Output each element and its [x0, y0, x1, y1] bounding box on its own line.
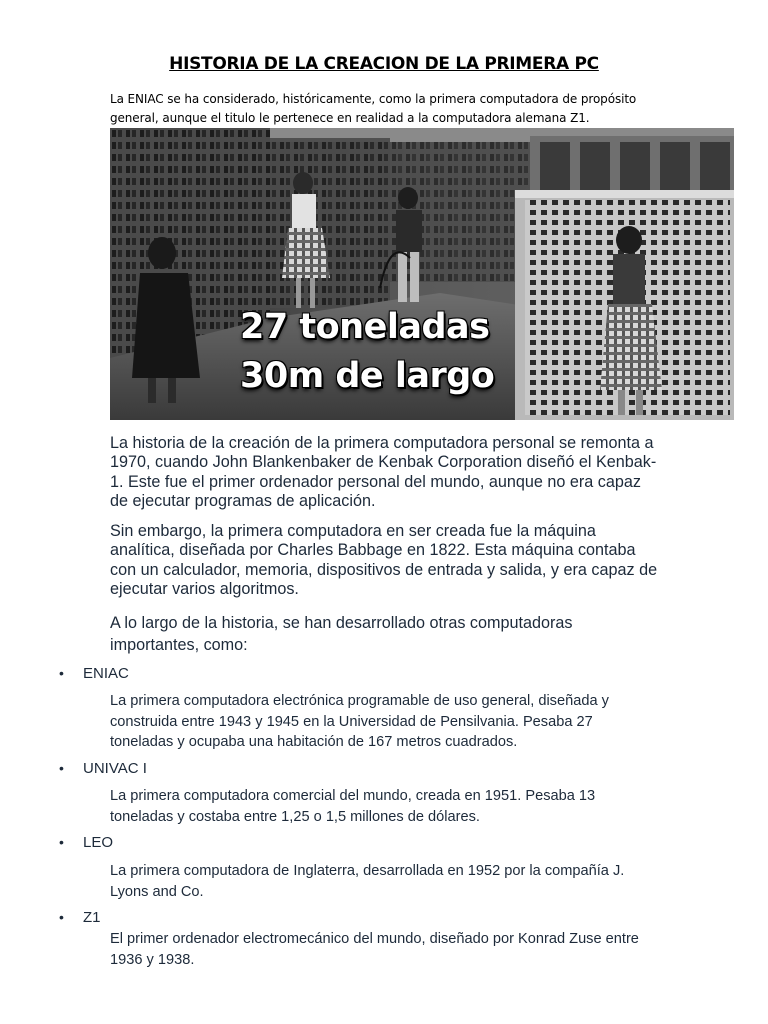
photo-caption-length: 30m de largo	[240, 356, 495, 396]
list-item-label: UNIVAC I	[83, 760, 147, 777]
list-item-description: La primera computadora electrónica programable de uso general, diseñada y construida entre 1943 y 1945 en la Universidad de Pensilvania. Pesaba 27 toneladas y ocupaba una habitación de 167 metros cuadrados.	[110, 693, 609, 751]
list-item-label: LEO	[83, 834, 114, 851]
bullet-dot-icon: •	[59, 909, 64, 925]
paragraph-list-intro: A lo largo de la historia, se han desarrollado otras computadoras importantes, como:	[110, 614, 573, 654]
intro-text: La ENIAC se ha considerado, históricamente, como la primera computadora de propósito general, aunque el titulo le pertenece en realidad a la computadora alemana Z1.	[110, 92, 637, 125]
list-item-description: La primera computadora de Inglaterra, desarrollada en 1952 por la compañía J. Lyons and Co.	[110, 863, 625, 900]
document-title: HISTORIA DE LA CREACION DE LA PRIMERA PC	[169, 54, 599, 74]
list-item-description: La primera computadora comercial del mundo, creada en 1951. Pesaba 13 toneladas y costaba entre 1,25 o 1,5 millones de dólares.	[110, 788, 596, 825]
list-item-label: ENIAC	[83, 665, 129, 682]
photo-caption-weight: 27 toneladas	[240, 307, 490, 347]
list-item-description: El primer ordenador electromecánico del mundo, diseñado por Konrad Zuse entre 1936 y 1938.	[110, 931, 639, 968]
paragraph-babbage: Sin embargo, la primera computadora en ser creada fue la máquina analítica, diseñada por Charles Babbage en 1822. Esta máquina contaba con un calculador, memoria, dispositivos de entrada y salida, y era capaz de ejecutar varios algoritmos.	[110, 522, 658, 598]
list-item-label: Z1	[83, 909, 101, 926]
bullet-dot-icon: •	[59, 665, 64, 681]
bullet-dot-icon: •	[59, 834, 64, 850]
paragraph-kenbak: La historia de la creación de la primera computadora personal se remonta a 1970, cuando John Blankenbaker de Kenbak Corporation diseñó el Kenbak-1. Este fue el primer ordenador personal del mundo, aunque no era capaz de ejecutar programas de aplicación.	[110, 434, 657, 510]
bullet-dot-icon: •	[59, 760, 64, 776]
eniac-photo	[110, 128, 734, 420]
